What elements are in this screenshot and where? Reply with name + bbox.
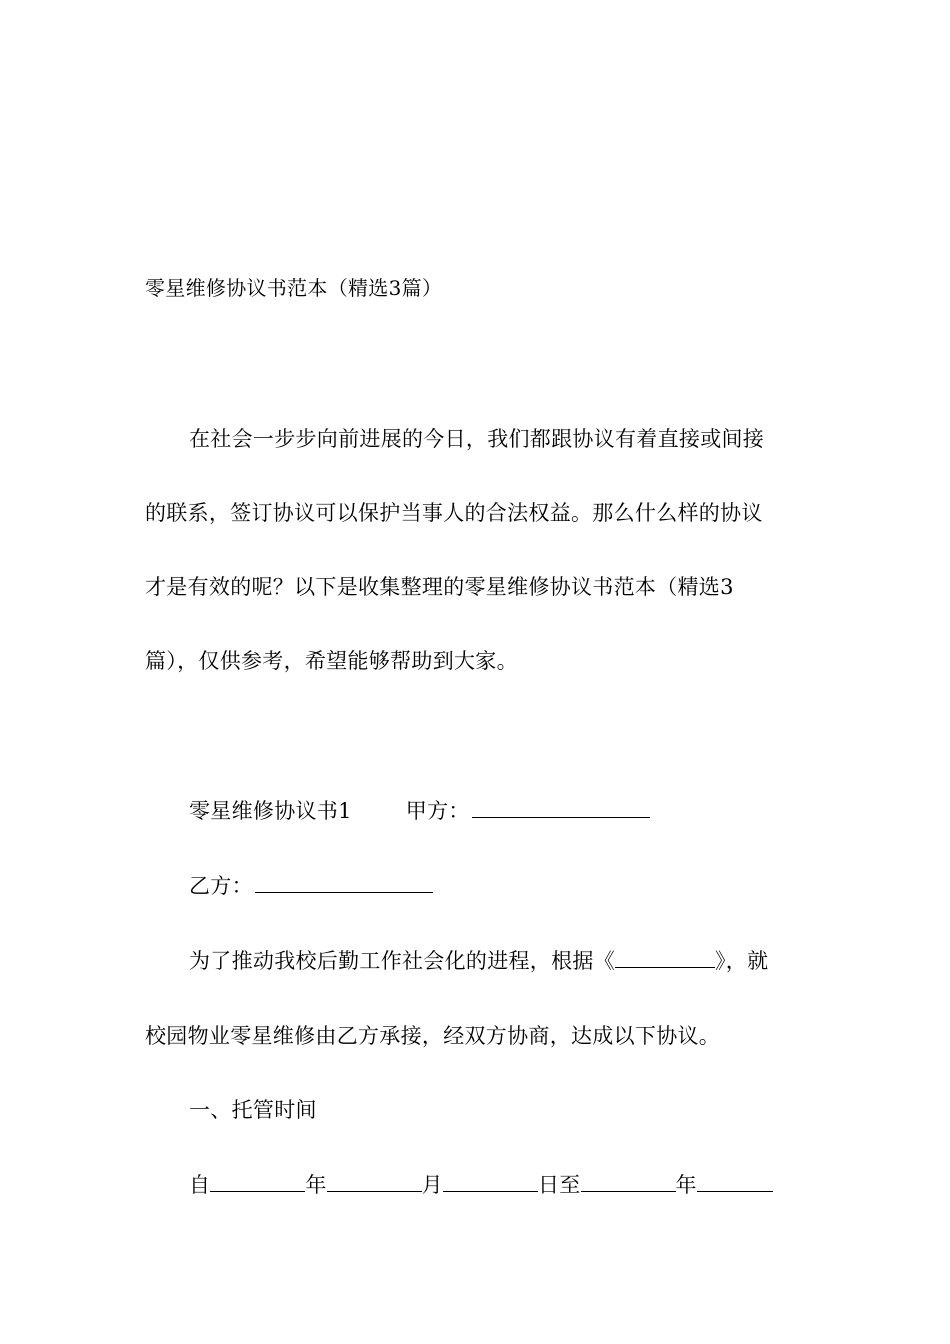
document-title: 零星维修协议书范本（精选3篇） xyxy=(145,276,443,300)
paragraph-1-end: 》，就 xyxy=(715,949,769,973)
party-b-label: 乙方： xyxy=(189,874,253,898)
agreement-heading-row xyxy=(189,796,650,826)
party-a-label: 甲方： xyxy=(405,799,470,823)
intro-line-2: 的联系，签订协议可以保护当事人的合法权益。那么什么样的协议 xyxy=(145,501,763,525)
start-day-blank xyxy=(443,1171,538,1192)
start-year-blank xyxy=(210,1171,305,1192)
paragraph-1-line-1 xyxy=(189,946,768,976)
year-label: 年 xyxy=(305,1173,327,1197)
start-month-blank xyxy=(327,1171,422,1192)
end-month-blank xyxy=(697,1171,773,1192)
intro-line-3: 才是有效的呢？以下是收集整理的零星维修协议书范本（精选3 xyxy=(145,575,734,599)
month-label: 月 xyxy=(421,1173,443,1197)
day-to-label: 日至 xyxy=(537,1173,581,1197)
party-b-row xyxy=(189,871,433,901)
date-range-row xyxy=(189,1170,773,1200)
intro-line-4: 篇），仅供参考，希望能够帮助到大家。 xyxy=(145,649,518,673)
party-a-blank xyxy=(472,797,650,818)
date-from-label: 自 xyxy=(189,1173,211,1197)
party-b-blank xyxy=(255,872,433,893)
section-1-title: 一、托管时间 xyxy=(189,1098,317,1122)
agreement-heading: 零星维修协议书1 xyxy=(189,799,352,823)
paragraph-1-start: 为了推动我校后勤工作社会化的进程，根据《 xyxy=(189,949,615,973)
end-year-blank xyxy=(581,1171,676,1192)
law-name-blank xyxy=(615,947,715,968)
paragraph-1-line-2: 校园物业零星维修由乙方承接，经双方协商，达成以下协议。 xyxy=(145,1024,721,1048)
year-label-2: 年 xyxy=(675,1173,697,1197)
intro-line-1: 在社会一步步向前进展的今日，我们都跟协议有着直接或间接 xyxy=(189,427,765,451)
